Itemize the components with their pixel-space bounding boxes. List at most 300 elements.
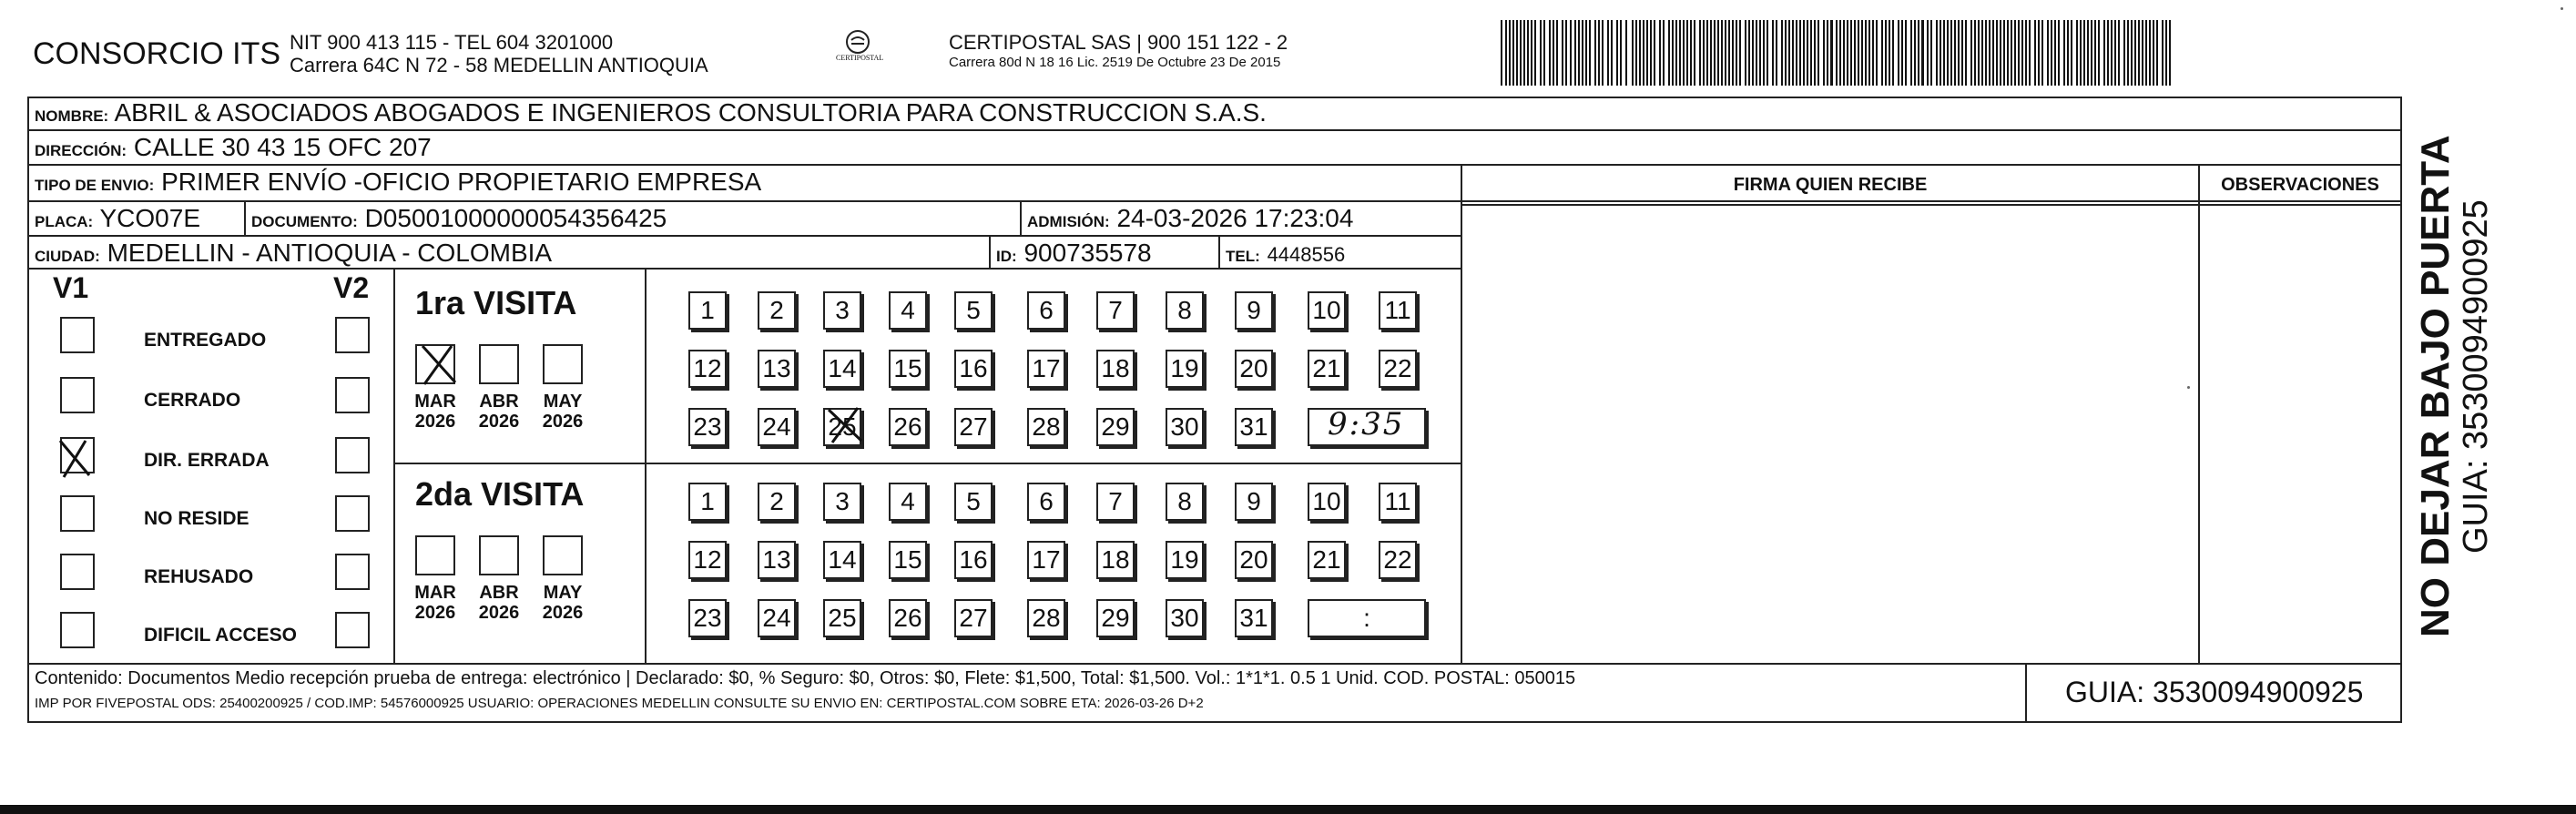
second-visit-day[interactable]: 21 [1308,541,1346,579]
barcode-bar [1589,20,1591,86]
first-visit-day[interactable]: 12 [688,350,727,388]
barcode-bar [1799,20,1801,86]
barcode-bar [2094,20,2096,86]
barcode-bar [2014,20,2016,86]
barcode-bar [2021,20,2023,86]
first-visit-day[interactable]: 23 [688,408,727,446]
ciudad-value: MEDELLIN - ANTIOQUIA - COLOMBIA [107,239,553,267]
barcode-bar [1646,20,1648,86]
second-visit-day[interactable]: 26 [889,599,927,637]
second-visit-day[interactable]: 5 [954,483,993,521]
barcode-bar [2076,20,2078,86]
barcode-bar [1686,20,1688,86]
barcode-bar [2071,20,2072,86]
id-row [996,239,1152,268]
second-visit-day[interactable]: 20 [1235,541,1273,579]
barcode-bar [2083,20,2085,86]
second-visit-day[interactable]: 18 [1096,541,1135,579]
first-visit-day[interactable]: 26 [889,408,927,446]
barcode-bar [1675,20,1677,86]
barcode-bar [1739,20,1741,86]
barcode-bar [1772,20,1774,86]
guia-number: GUIA: 3530094900925 [2065,676,2364,708]
barcode-bar [1918,20,1919,86]
direccion-row [35,133,432,162]
ciudad-label: CIUDAD: [35,248,100,265]
barcode-bar [1534,20,1536,86]
barcode-bar [2007,20,2009,86]
barcode-bar [2127,20,2129,86]
tipo-envio-row [35,168,761,197]
delivery-form [27,97,2402,723]
second-visit-day[interactable]: 15 [889,541,927,579]
barcode-bar [1792,20,1794,86]
barcode-bar [2165,20,2167,86]
ciudad-row [35,239,552,268]
barcode-bar [2034,20,2036,86]
first-visit-month-label [472,392,526,432]
first-visit-day[interactable]: 5 [954,291,993,330]
barcode-bar [2162,20,2164,86]
barcode-bar [1823,20,1825,86]
month-name: ABR [479,583,519,603]
barcode-bar [1694,20,1695,86]
v2-label: V2 [333,271,370,304]
second-visit-day[interactable]: 4 [889,483,927,521]
direccion-label: DIRECCIÓN: [35,142,127,159]
second-visit-month-checkbox[interactable] [415,535,455,575]
barcode-bar [1970,20,1972,86]
first-visit-day[interactable]: 3 [823,291,861,330]
first-visit-day[interactable]: 27 [954,408,993,446]
company-info [290,31,708,77]
v1-checkbox[interactable] [60,437,95,473]
barcode-bar [2091,20,2092,86]
first-visit-day[interactable]: 2 [758,291,796,330]
tipo-envio-value: PRIMER ENVÍO -OFICIO PROPIETARIO EMPRESA [161,168,762,196]
nombre-row [35,98,1267,127]
second-visit-title: 2da VISITA [415,475,585,513]
barcode-bar [1803,20,1805,86]
second-visit-day[interactable]: 8 [1166,483,1204,521]
second-visit-day[interactable]: 28 [1027,599,1065,637]
barcode-bar [1921,20,1924,86]
status-label: REHUSADO [144,566,254,587]
carrier-name: CERTIPOSTAL SAS | 900 151 122 - 2 [949,31,1288,54]
side-guia-number: GUIA: 3530094900925 [2457,199,2495,554]
barcode-bar [1981,20,1983,86]
first-visit-day[interactable]: 8 [1166,291,1204,330]
barcode-bar [1910,20,1912,86]
barcode-bar [1625,20,1627,86]
second-visit-day[interactable]: 23 [688,599,727,637]
barcode-bar [1814,20,1816,86]
documento-value: D05001000000054356425 [364,204,667,232]
barcode-bar [1958,20,1960,86]
barcode-bar [1914,20,1916,86]
first-visit-day[interactable]: 24 [758,408,796,446]
first-visit-day[interactable]: 18 [1096,350,1135,388]
barcode-bar [1954,20,1956,86]
company-address: Carrera 64C N 72 - 58 MEDELLIN ANTIOQUIA [290,54,708,77]
first-visit-day[interactable]: 13 [758,350,796,388]
barcode-bar [1830,20,1833,86]
first-visit-title: 1ra VISITA [415,284,577,321]
documento-row [251,204,667,233]
barcode-bar [1505,20,1507,86]
barcode-bar [2142,20,2143,86]
second-visit-day[interactable]: 27 [954,599,993,637]
barcode-bar [1527,20,1529,86]
tel-value: 4448556 [1267,243,1346,266]
month-year: 2026 [478,603,520,623]
status-label: CERRADO [144,390,241,411]
second-visit-day[interactable]: 10 [1308,483,1346,521]
v1-checkbox[interactable] [60,612,95,648]
second-visit-day[interactable]: 30 [1166,599,1204,637]
barcode-bar [1574,20,1576,86]
second-visit-day[interactable]: 1 [688,483,727,521]
barcode-bar [1523,20,1525,86]
second-visit-day[interactable]: 9 [1235,483,1273,521]
admision-row [1027,204,1353,233]
first-visit-month-label [535,392,590,432]
barcode-bar [2131,20,2133,86]
barcode-bar [1901,20,1903,86]
first-visit-day[interactable]: 28 [1027,408,1065,446]
first-visit-day[interactable]: 22 [1379,350,1417,388]
id-value: 900735578 [1023,239,1152,267]
second-visit-day[interactable]: 22 [1379,541,1417,579]
barcode-bar [1881,20,1883,86]
first-visit-day[interactable]: 30 [1166,408,1204,446]
barcode-bar [1876,20,1878,86]
barcode-bar [2063,20,2065,86]
second-visit-day[interactable]: 3 [823,483,861,521]
v2-checkbox[interactable] [335,317,370,353]
barcode-bar [2051,20,2052,86]
barcode-bar [1549,20,1551,86]
barcode-bar [1767,20,1768,86]
barcode-bar [1663,20,1665,86]
barcode-bar [2149,20,2151,86]
first-visit-day[interactable]: 21 [1308,350,1346,388]
bottom-rule [0,805,2576,814]
v2-checkbox[interactable] [335,554,370,590]
barcode-bar [1781,20,1783,86]
barcode-bar [1672,20,1674,86]
barcode-bar [1947,20,1949,86]
barcode-bar [1898,20,1899,86]
first-visit-day[interactable]: 15 [889,350,927,388]
barcode-bar [1868,20,1870,86]
second-visit-day[interactable]: 13 [758,541,796,579]
second-visit-month-label [408,583,463,623]
barcode-bar [1512,20,1514,86]
second-visit-day[interactable]: 29 [1096,599,1135,637]
second-visit-day[interactable]: 16 [954,541,993,579]
second-visit-day[interactable]: 11 [1379,483,1417,521]
barcode-bar [1668,20,1670,86]
barcode-bar [2145,20,2147,86]
second-visit-day[interactable]: 19 [1166,541,1204,579]
barcode-bar [1885,20,1887,86]
firma-header: FIRMA QUIEN RECIBE [1733,175,1928,195]
barcode-bar [1905,20,1907,86]
barcode-bar [1703,20,1705,86]
barcode-bar [2018,20,2020,86]
first-visit-month-checkbox[interactable] [415,344,455,384]
barcode-bar [1725,20,1726,86]
first-visit-day[interactable]: 6 [1027,291,1065,330]
barcode-bar [1788,20,1790,86]
first-visit-day[interactable]: 29 [1096,408,1135,446]
documento-label: DOCUMENTO: [251,213,358,230]
first-visit-day[interactable]: 31 [1235,408,1273,446]
barcode-bar [1659,20,1661,86]
barcode-bar [1717,20,1719,86]
barcode-bar [2067,20,2069,86]
month-name: MAR [414,392,456,412]
barcode-bar [1611,20,1613,86]
barcode-bar [1620,20,1622,86]
no-dejar-bajo-puerta: NO DEJAR BAJO PUERTA [2413,135,2458,637]
tel-label: TEL: [1226,248,1260,265]
first-visit-day[interactable]: 9 [1235,291,1273,330]
barcode-bar [1943,20,1945,86]
barcode-bar [1540,20,1542,86]
first-visit-day[interactable]: 14 [823,350,861,388]
admision-label: ADMISIÓN: [1027,213,1110,230]
placa-label: PLACA: [35,213,94,230]
barcode-bar [2000,20,2001,86]
barcode-bar [2114,20,2116,86]
barcode-bar [1847,20,1848,86]
month-year: 2026 [542,412,584,432]
carrier-address: Carrera 80d N 18 16 Lic. 2519 De Octubre 23 De 2015 [949,55,1281,71]
first-visit-day[interactable]: 7 [1096,291,1135,330]
v1-label: V1 [53,271,89,304]
second-visit-month-checkbox[interactable] [479,535,519,575]
barcode-bar [2111,20,2113,86]
v1-checkbox[interactable] [60,377,95,413]
barcode-bar [1585,20,1587,86]
first-visit-day[interactable]: 11 [1379,291,1417,330]
barcode-bar [2003,20,2005,86]
barcode-bar [1616,20,1618,86]
first-visit-day[interactable]: 25 [823,408,861,446]
barcode-bar [1785,20,1787,86]
barcode-bar [1996,20,1998,86]
barcode-bar [1930,20,1932,86]
status-label: DIR. ERRADA [144,450,270,471]
tipo-envio-label: TIPO DE ENVIO: [35,177,155,194]
barcode-bar [1679,20,1681,86]
barcode-bar [1752,20,1754,86]
barcode-bar [1854,20,1856,86]
barcode-bar [1861,20,1863,86]
company-nit: NIT 900 413 115 - TEL 604 3201000 [290,31,614,54]
second-visit-day[interactable]: 25 [823,599,861,637]
barcode-bar [1607,20,1609,86]
placa-value: YCO07E [99,204,200,232]
barcode-bar [2103,20,2105,86]
barcode-bar [1756,20,1757,86]
barcode-bar [1594,20,1596,86]
v1-checkbox[interactable] [60,554,95,590]
barcode-bar [1759,20,1761,86]
barcode-bar [1543,20,1545,86]
barcode-bar [2054,20,2056,86]
barcode-bar [2058,20,2060,86]
barcode-bar [1501,20,1502,86]
barcode-bar [1710,20,1712,86]
imp-text: IMP POR FIVEPOSTAL ODS: 25400200925 / COD.IMP: 54576000925 USUARIO: OPERACIONES MEDELLIN CONSULTE SU ENVIO EN: CERTIPOSTAL.COM SOBRE ETA: 2026-03-26 D+2 [35,696,1204,711]
barcode-bar [2087,20,2089,86]
tracking-barcode [1501,20,2176,86]
barcode-bar [1850,20,1852,86]
barcode-bar [2029,20,2031,86]
barcode-bar [1654,20,1655,86]
barcode-bar [1728,20,1730,86]
barcode-bar [1796,20,1797,86]
second-visit-day[interactable]: 6 [1027,483,1065,521]
barcode-bar [1736,20,1737,86]
barcode-bar [1582,20,1583,86]
second-visit-day[interactable]: 14 [823,541,861,579]
company-name: CONSORCIO ITS [33,36,281,71]
barcode-bar [1650,20,1652,86]
barcode-bar [2011,20,2012,86]
month-name: MAY [543,583,583,603]
barcode-bar [1509,20,1511,86]
barcode-bar [2025,20,2027,86]
second-visit-day[interactable]: 24 [758,599,796,637]
first-visit-day[interactable]: 1 [688,291,727,330]
status-label: NO RESIDE [144,508,249,529]
barcode-bar [1520,20,1522,86]
first-visit-day[interactable]: 20 [1235,350,1273,388]
barcode-bar [1598,20,1600,86]
barcode-bar [1776,20,1777,86]
barcode-bar [2047,20,2049,86]
barcode-bar [1639,20,1641,86]
barcode-bar [1827,20,1828,86]
barcode-bar [2169,20,2171,86]
barcode-bar [1978,20,1980,86]
barcode-bar [1562,20,1563,86]
barcode-bar [1748,20,1750,86]
first-visit-month-label [408,392,463,432]
barcode-bar [1516,20,1518,86]
barcode-bar [1556,20,1558,86]
barcode-bar [2153,20,2154,86]
barcode-bar [1936,20,1938,86]
admision-value: 24-03-2026 17:23:04 [1116,204,1354,232]
barcode-bar [1632,20,1634,86]
barcode-bar [1706,20,1708,86]
barcode-bar [1992,20,1994,86]
barcode-bar [1985,20,1987,86]
month-name: MAY [543,392,583,412]
barcode-bar [1635,20,1637,86]
barcode-bar [2156,20,2158,86]
barcode-bar [1872,20,1874,86]
v2-checkbox[interactable] [335,612,370,648]
first-visit-day[interactable]: 16 [954,350,993,388]
barcode-bar [1643,20,1644,86]
first-visit-time-box[interactable] [1308,408,1426,446]
barcode-bar [1989,20,1991,86]
barcode-bar [1690,20,1692,86]
first-visit-day[interactable]: 10 [1308,291,1346,330]
barcode-bar [1965,20,1967,86]
barcode-bar [1553,20,1554,86]
second-visit-day[interactable]: 12 [688,541,727,579]
first-visit-day[interactable]: 19 [1166,350,1204,388]
status-label: ENTREGADO [144,330,267,351]
v1-checkbox[interactable] [60,317,95,353]
handwritten-time: 9:35 [1328,406,1405,443]
nombre-value: ABRIL & ASOCIADOS ABOGADOS E INGENIEROS CONSULTORIA PARA CONSTRUCCION S.A.S. [114,98,1267,127]
barcode-bar [1817,20,1819,86]
barcode-bar [2080,20,2082,86]
barcode-bar [2123,20,2125,86]
v2-checkbox[interactable] [335,437,370,473]
barcode-bar [1950,20,1952,86]
barcode-bar [1865,20,1867,86]
first-visit-month-checkbox[interactable] [543,344,583,384]
v1-checkbox[interactable] [60,495,95,532]
second-visit-day[interactable]: 31 [1235,599,1273,637]
second-visit-day[interactable]: 2 [758,483,796,521]
certipostal-logo [836,29,884,80]
observaciones-header: OBSERVACIONES [2221,175,2379,195]
barcode-bar [1714,20,1716,86]
tel-row [1226,239,1345,268]
contenido-text: Contenido: Documentos Medio recepción prueba de entrega: electrónico | Declarado: $0, % Seguro: $0, Otros: $0, Flete: $1,500, Total: $1,500. Vol.: 1*1*1. 0.5 1 Unid. COD. POSTAL: 050015 [35,668,1576,688]
barcode-bar [1732,20,1734,86]
second-visit-day[interactable]: 17 [1027,541,1065,579]
barcode-bar [1858,20,1859,86]
barcode-bar [1578,20,1580,86]
barcode-bar [1961,20,1963,86]
v2-checkbox[interactable] [335,495,370,532]
barcode-bar [1699,20,1701,86]
barcode-bar [2118,20,2120,86]
barcode-bar [1889,20,1890,86]
first-visit-day[interactable]: 17 [1027,350,1065,388]
second-visit-time-box[interactable]: : [1308,599,1426,637]
barcode-bar [2098,20,2100,86]
barcode-bar [1940,20,1941,86]
month-name: ABR [479,392,519,412]
first-visit-month-checkbox[interactable] [479,344,519,384]
month-year: 2026 [478,412,520,432]
barcode-bar [1565,20,1567,86]
v2-checkbox[interactable] [335,377,370,413]
direccion-value: CALLE 30 43 15 OFC 207 [133,133,432,161]
status-label: DIFICIL ACCESO [144,625,298,646]
first-visit-day[interactable]: 4 [889,291,927,330]
second-visit-day[interactable]: 7 [1096,483,1135,521]
barcode-bar [1974,20,1976,86]
barcode-bar [2041,20,2043,86]
carrier-info [949,31,1288,71]
id-label: ID: [996,248,1017,265]
second-visit-month-checkbox[interactable] [543,535,583,575]
barcode-bar [2138,20,2140,86]
